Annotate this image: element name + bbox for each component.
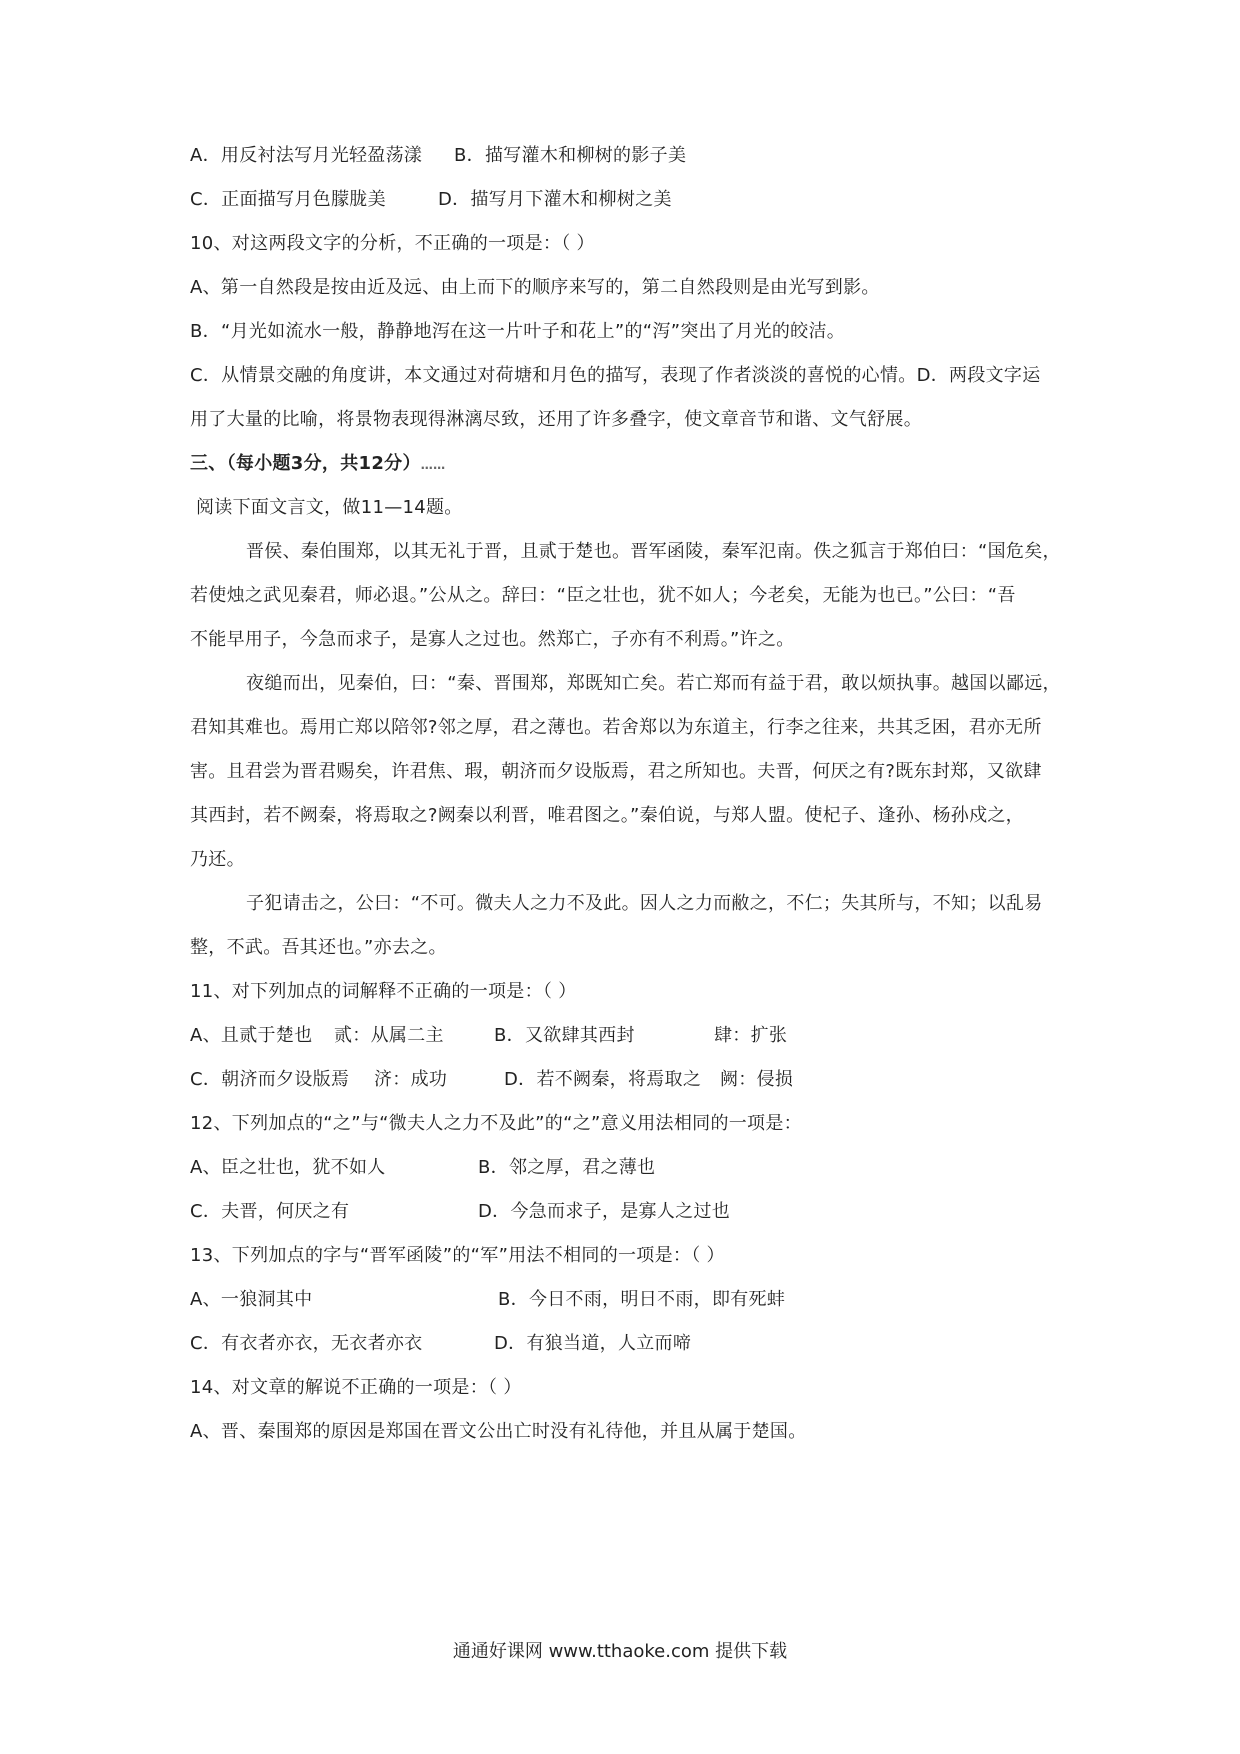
passage-paragraph-3: 子犯请击之，公曰：“不可。微夫人之力不及此。因人之力而敝之，不仁；失其所与，不知；以乱易: [246, 893, 1043, 914]
option-d: D．描写月下灌木和柳树之美: [438, 189, 672, 210]
page-footer: 通通好课网 www.tthaoke.com 提供下载: [452, 1641, 788, 1662]
q10-option-d: 用了大量的比喻，将景物表现得淋漓尽致，还用了许多叠字，使文章音节和谐、文气舒展。: [190, 409, 922, 430]
passage-paragraph-1: 晋侯、秦伯围郑，以其无礼于晋，且贰于楚也。晋军函陵，秦军氾南。佚之狐言于郑伯曰：“国危矣，: [246, 541, 1061, 562]
question-11: 11、对下列加点的词解释不正确的一项是：（ ）: [190, 981, 577, 1002]
reading-instruction: 阅读下面文言文，做11—14题。: [196, 497, 463, 518]
section-3-title: 三、（每小题3分，共12分）: [190, 453, 421, 474]
q12-option-b: B．邻之厚，君之薄也: [478, 1157, 656, 1178]
q13-option-c: C．有衣者亦衣，无衣者亦衣: [190, 1333, 423, 1354]
q10-option-a: A、第一自然段是按由近及远、由上而下的顺序来写的，第二自然段则是由光写到影。: [190, 277, 880, 298]
option-b: B．描写灌木和柳树的影子美: [454, 145, 687, 166]
q11-option-c: C．朝济而夕设版焉: [190, 1069, 350, 1090]
passage-paragraph-2: 夜缒而出，见秦伯，曰：“秦、晋围郑，郑既知亡矣。若亡郑而有益于君，敢以烦执事。越国以鄙远，: [246, 673, 1061, 694]
q12-option-d: D．今急而求子，是寡人之过也: [478, 1201, 731, 1222]
passage-line: 整，不武。吾其还也。”亦去之。: [190, 937, 447, 958]
passage-line: 若使烛之武见秦君，师必退。”公从之。辞曰：“臣之壮也，犹不如人；今老矣，无能为也已。”公曰：“吾: [190, 585, 1016, 606]
question-12: 12、下列加点的“之”与“微夫人之力不及此”的“之”意义用法相同的一项是：: [190, 1113, 802, 1134]
q11-option-a-gloss: 贰：从属二主: [334, 1025, 444, 1046]
passage-line: 其西封，若不阙秦，将焉取之?阙秦以利晋，唯君图之。”秦伯说，与郑人盟。使杞子、逢孙、杨孙戍之，: [190, 805, 1024, 826]
passage-line: 乃还。: [190, 849, 245, 870]
q11-option-c-gloss: 济：成功: [374, 1069, 448, 1090]
q14-option-a: A、晋、秦围郑的原因是郑国在晋文公出亡时没有礼待他，并且从属于楚国。: [190, 1421, 807, 1442]
passage-line: 不能早用子，今急而求子，是寡人之过也。然郑亡，子亦有不利焉。”许之。: [190, 629, 795, 650]
q11-option-d-gloss: 阙：侵损: [720, 1069, 794, 1090]
section-3-heading: [190, 452, 1070, 477]
q13-option-b: B．今日不雨，明日不雨，即有死蚌: [498, 1289, 786, 1310]
q11-option-d: D．若不阙秦，将焉取之: [504, 1069, 702, 1090]
passage-line: 害。且君尝为晋君赐矣，许君焦、瑕，朝济而夕设版焉，君之所知也。夫晋，何厌之有?既东封郑，又欲肆: [190, 761, 1042, 782]
q12-option-c: C．夫晋，何厌之有: [190, 1201, 350, 1222]
q11-option-b-gloss: 肆：扩张: [714, 1025, 788, 1046]
q13-option-d: D．有狼当道，人立而啼: [494, 1333, 692, 1354]
option-a: A．用反衬法写月光轻盈荡漾: [190, 145, 423, 166]
question-13: 13、下列加点的字与“晋军函陵”的“军”用法不相同的一项是：（ ）: [190, 1245, 725, 1266]
q13-option-a: A、一狼洞其中: [190, 1289, 313, 1310]
question-10: 10、对这两段文字的分析，不正确的一项是：（ ）: [190, 233, 595, 254]
dots-mark: ……: [420, 458, 446, 472]
q10-option-c: C．从情景交融的角度讲，本文通过对荷塘和月色的描写，表现了作者淡淡的喜悦的心情。D．两段文字运: [190, 365, 1041, 386]
option-c: C．正面描写月色朦胧美: [190, 189, 386, 210]
question-14: 14、对文章的解说不正确的一项是：（ ）: [190, 1377, 522, 1398]
q10-option-b: B．“月光如流水一般，静静地泻在这一片叶子和花上”的“泻”突出了月光的皎洁。: [190, 321, 846, 342]
q11-option-a: A、且贰于楚也: [190, 1025, 313, 1046]
passage-line: 君知其难也。焉用亡郑以陪邻?邻之厚，君之薄也。若舍郑以为东道主，行李之往来，共其乏困，君亦无所: [190, 717, 1042, 738]
q11-option-b: B．又欲肆其西封: [494, 1025, 635, 1046]
q12-option-a: A、臣之壮也，犹不如人: [190, 1157, 386, 1178]
